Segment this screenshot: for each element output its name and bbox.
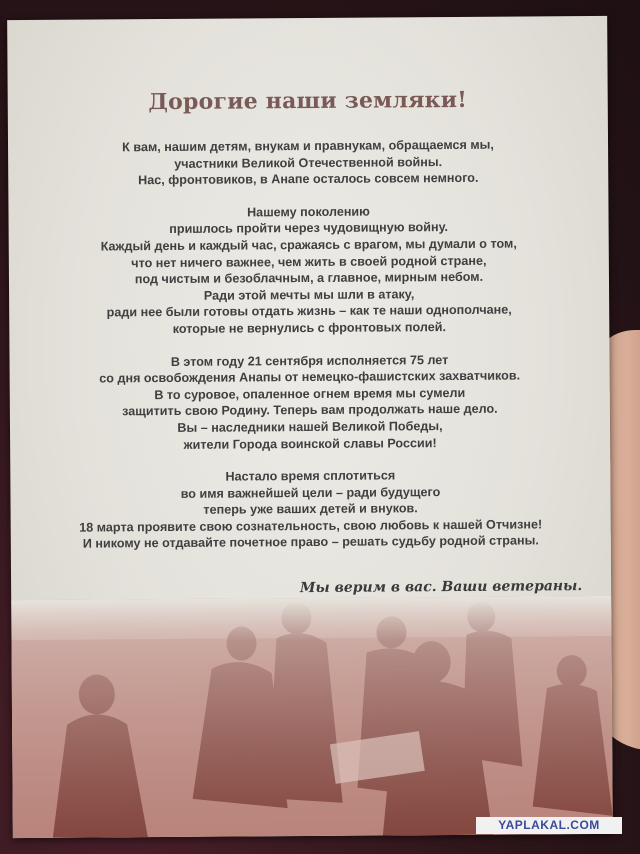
text-line: во имя важнейшей цели – ради будущего <box>180 484 441 501</box>
text-line: защитить свою Родину. Теперь вам продолжать наше дело. <box>122 402 498 419</box>
leaflet-title: Дорогие наши земляки! <box>148 86 468 116</box>
text-line: Нас, фронтовиков, в Анапе осталось совсем немного. <box>138 171 479 188</box>
photo-top-fade <box>11 596 613 838</box>
text-line: К вам, нашим детям, внукам и правнукам, обращаемся мы, <box>122 137 494 155</box>
signature: Мы верим в вас. Ваши ветераны. <box>299 578 583 597</box>
text-line: И никому не отдавайте почетное право – решать судьбу родной страны. <box>82 533 539 552</box>
text-line: теперь уже ваших детей и внуков. <box>203 501 418 518</box>
text-line: В то суровое, опаленное огнем время мы сумели <box>154 385 466 402</box>
text-line: пришлось пройти через чудовищную войну. <box>169 220 449 237</box>
text-line: Вы – наследники нашей Великой Победы, <box>177 418 443 435</box>
text-line: которые не вернулись с фронтовых полей. <box>172 319 446 336</box>
watermark-badge: YAPLAKAL.COM <box>476 817 622 834</box>
text-line: жители Города воинской славы России! <box>183 435 437 452</box>
soldiers-photo <box>11 596 613 838</box>
leaflet-sheet <box>7 16 613 838</box>
text-line: участники Великой Отечественной войны. <box>174 154 443 171</box>
text-line: Каждый день и каждый час, сражаясь с врагом, мы думали о том, <box>100 236 517 254</box>
text-line: ради нее были готовы отдать жизнь – как те наши однополчане, <box>106 302 512 320</box>
text-line: что нет ничего важнее, чем жить в своей родной стране, <box>131 253 487 270</box>
paragraph-3 <box>29 351 590 454</box>
paragraph-4 <box>30 466 591 553</box>
paragraph-2 <box>28 202 589 339</box>
text-line: под чистым и безоблачным, а главное, мирным небом. <box>134 269 484 287</box>
leaflet-body <box>28 136 591 569</box>
text-line: Настало время сплотиться <box>225 468 396 484</box>
text-line: В этом году 21 сентября исполняется 75 лет <box>170 352 449 369</box>
text-line: 18 марта проявите свою сознательность, свою любовь к нашей Отчизне! <box>79 517 543 535</box>
text-line: Нашему поколению <box>247 204 370 220</box>
text-line: Ради этой мечты мы шли в атаку, <box>203 287 415 303</box>
text-line: со дня освобождения Анапы от немецко-фашистских захватчиков. <box>99 368 521 386</box>
paragraph-1 <box>28 136 588 190</box>
